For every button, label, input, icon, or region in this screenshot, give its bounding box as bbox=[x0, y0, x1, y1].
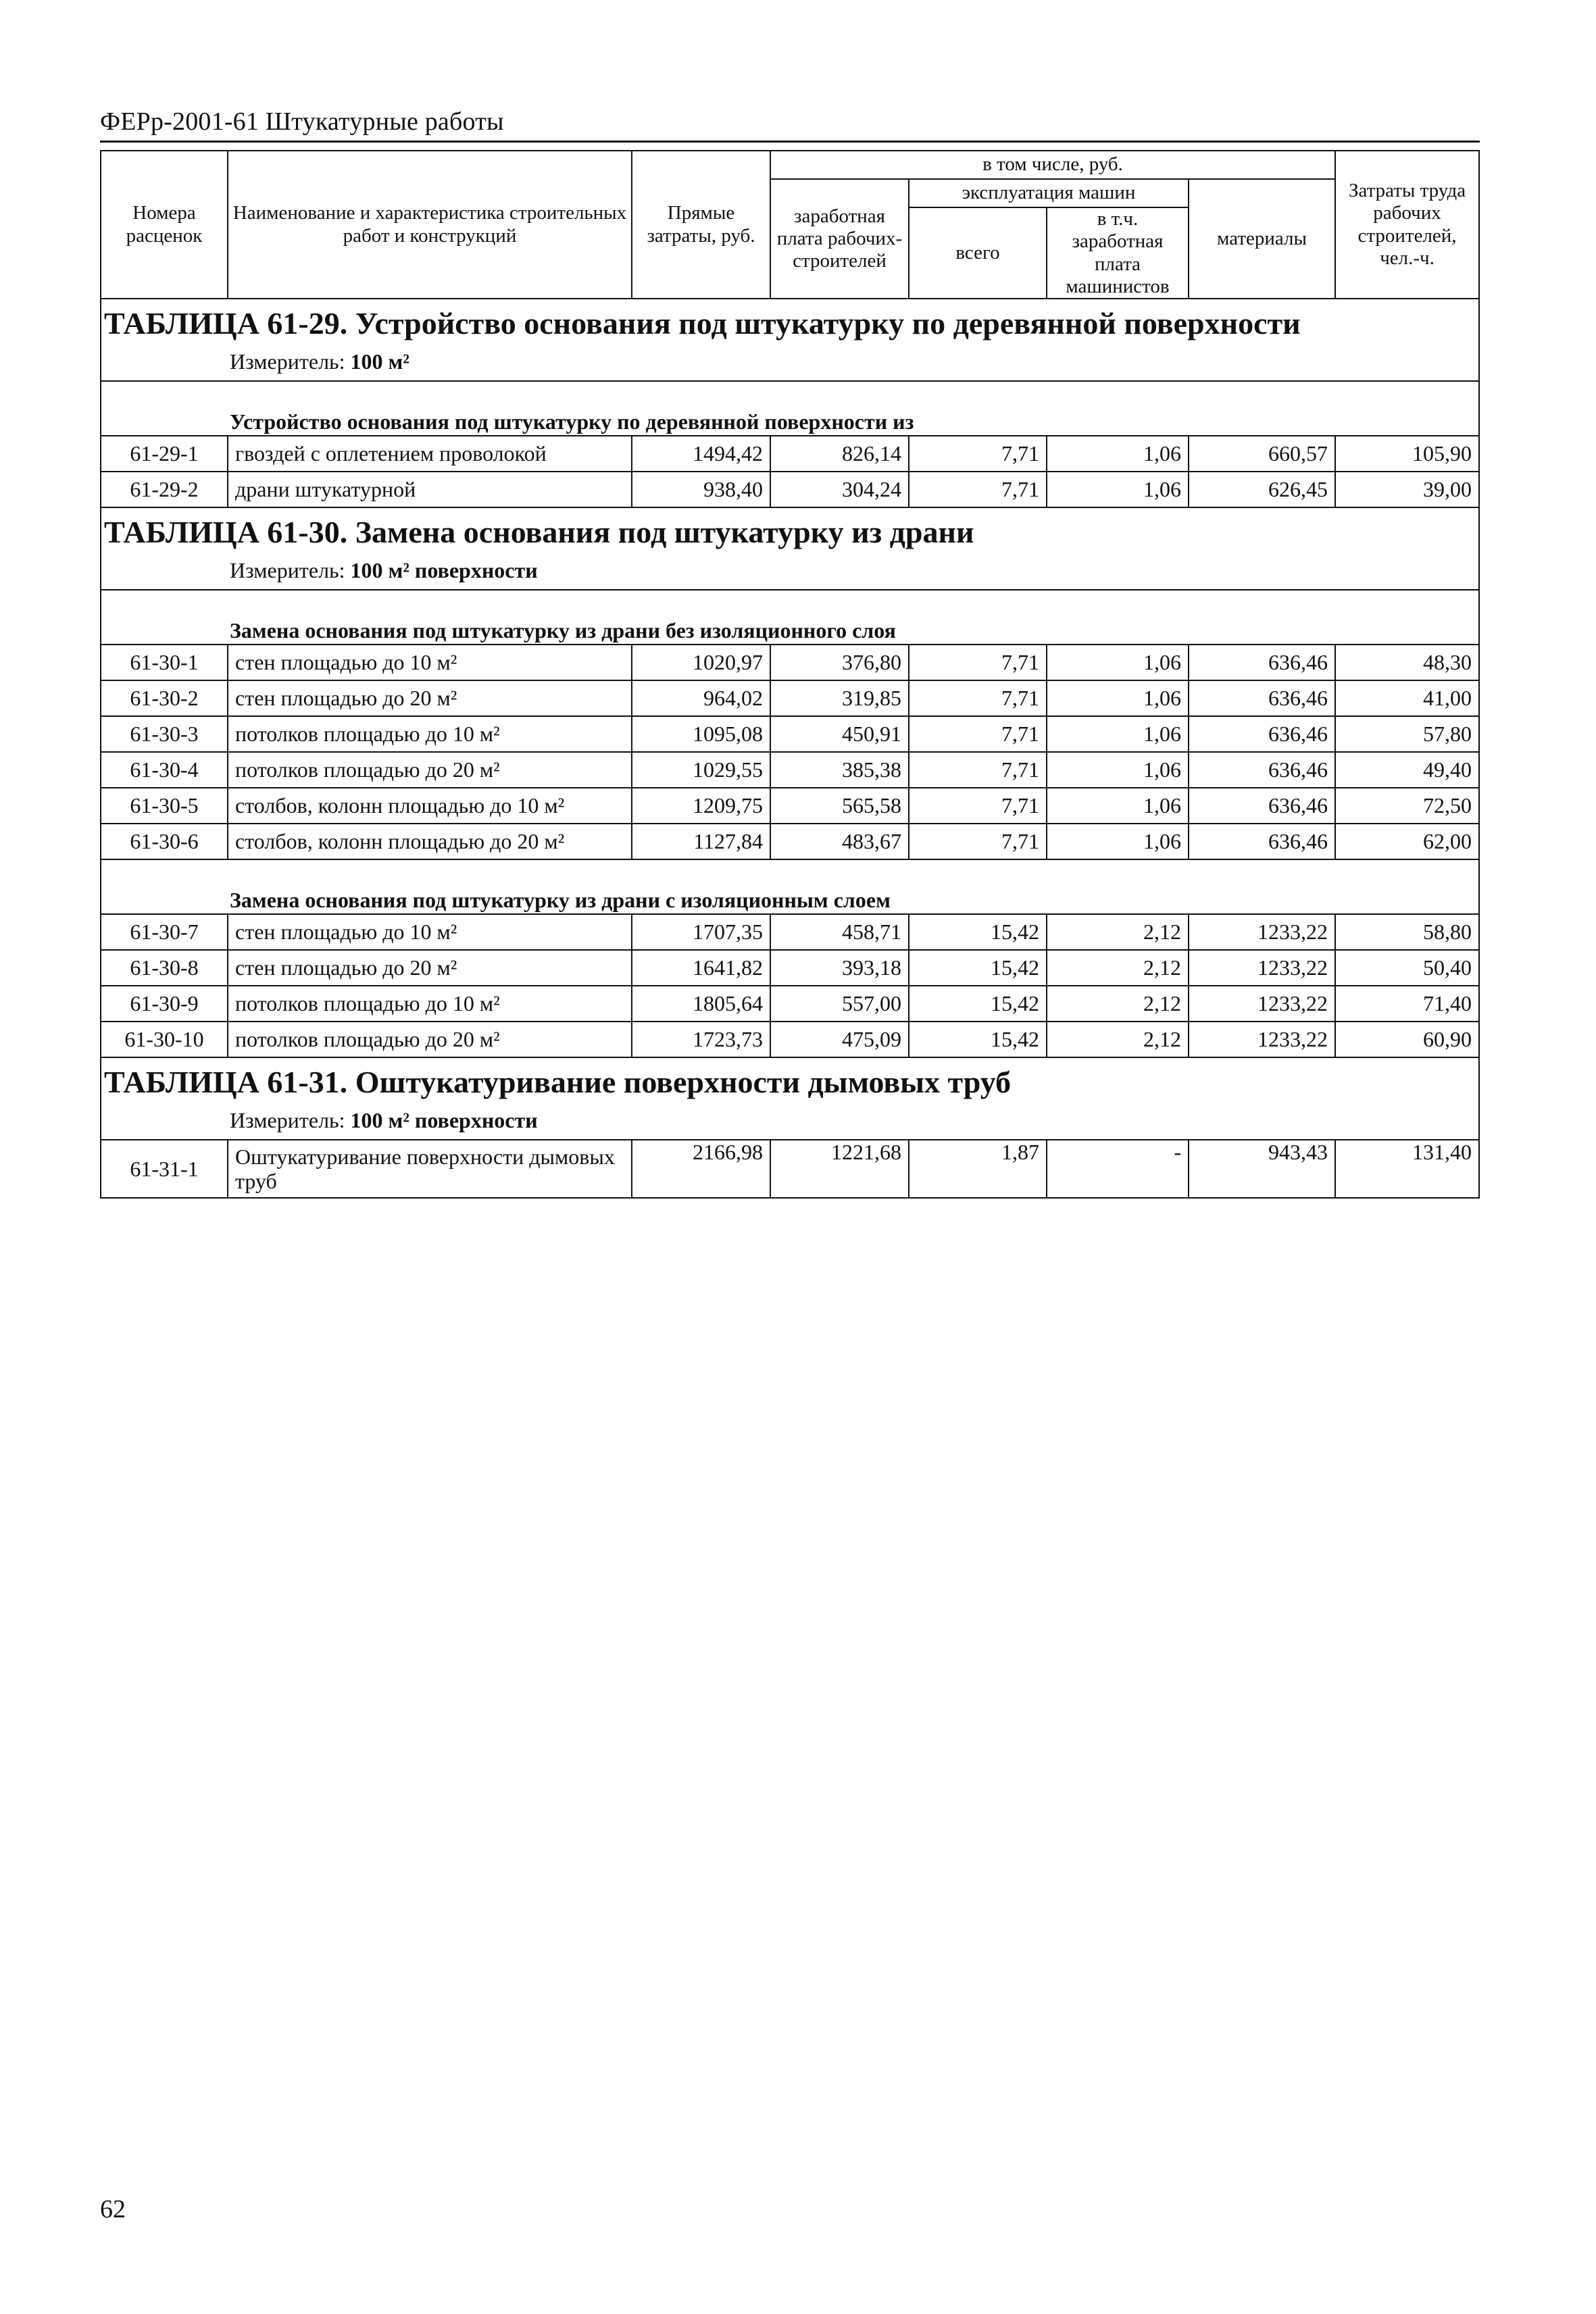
measure-value: 100 м² поверхности bbox=[350, 1108, 538, 1133]
cell-materials: 636,46 bbox=[1189, 824, 1335, 859]
cell-labor: 48,30 bbox=[1335, 645, 1479, 680]
table-row bbox=[101, 950, 1479, 986]
cell-materials: 626,45 bbox=[1189, 472, 1335, 507]
cell-direct: 938,40 bbox=[632, 472, 770, 507]
cell-mwage: 2,12 bbox=[1047, 914, 1189, 950]
cell-materials: 943,43 bbox=[1189, 1140, 1335, 1198]
table-row bbox=[101, 716, 1479, 752]
cell-direct: 1020,97 bbox=[632, 645, 770, 680]
table-row bbox=[101, 1140, 1479, 1198]
measure-label: Измеритель: bbox=[230, 1108, 351, 1133]
cell-direct: 1127,84 bbox=[632, 824, 770, 859]
cell-code: 61-30-2 bbox=[101, 680, 228, 716]
cell-labor: 41,00 bbox=[1335, 680, 1479, 716]
col-header-direct: Прямые затраты, руб. bbox=[632, 151, 770, 299]
cell-direct: 1641,82 bbox=[632, 950, 770, 986]
header-rule bbox=[100, 141, 1480, 143]
cell-mwage: 1,06 bbox=[1047, 645, 1189, 680]
cell-mwage: - bbox=[1047, 1140, 1189, 1198]
section-measure bbox=[101, 343, 1479, 381]
rates-table bbox=[100, 150, 1480, 1199]
cell-direct: 1029,55 bbox=[632, 752, 770, 788]
table-row bbox=[101, 752, 1479, 788]
cell-name: стен площадью до 10 м² bbox=[228, 914, 632, 950]
table-section-title bbox=[101, 299, 1479, 343]
cell-name: стен площадью до 20 м² bbox=[228, 950, 632, 986]
cell-wage: 826,14 bbox=[770, 436, 909, 472]
cell-labor: 39,00 bbox=[1335, 472, 1479, 507]
cell-labor: 60,90 bbox=[1335, 1022, 1479, 1057]
group-spacer bbox=[101, 381, 1479, 409]
cell-name: Оштукатуривание поверхности дымовых труб bbox=[228, 1140, 632, 1198]
cell-name: гвоздей с оплетением проволокой bbox=[228, 436, 632, 472]
cell-direct: 1494,42 bbox=[632, 436, 770, 472]
cell-labor: 58,80 bbox=[1335, 914, 1479, 950]
cell-materials: 1233,22 bbox=[1189, 950, 1335, 986]
group-subtitle: Замена основания под штукатурку из драни без изоляционного слоя bbox=[101, 618, 1479, 645]
col-header-code: Номера расценок bbox=[101, 151, 228, 299]
cell-code: 61-30-6 bbox=[101, 824, 228, 859]
cell-code: 61-30-3 bbox=[101, 716, 228, 752]
cell-code: 61-29-2 bbox=[101, 472, 228, 507]
cell-machines: 7,71 bbox=[909, 752, 1047, 788]
cell-code: 61-30-10 bbox=[101, 1022, 228, 1057]
cell-machines: 7,71 bbox=[909, 788, 1047, 824]
cell-mwage: 2,12 bbox=[1047, 986, 1189, 1022]
cell-name: драни штукатурной bbox=[228, 472, 632, 507]
cell-direct: 964,02 bbox=[632, 680, 770, 716]
cell-wage: 483,67 bbox=[770, 824, 909, 859]
cell-wage: 450,91 bbox=[770, 716, 909, 752]
cell-machines: 15,42 bbox=[909, 1022, 1047, 1057]
cell-direct: 1723,73 bbox=[632, 1022, 770, 1057]
table-section-title bbox=[101, 1057, 1479, 1102]
cell-labor: 50,40 bbox=[1335, 950, 1479, 986]
cell-wage: 385,38 bbox=[770, 752, 909, 788]
cell-materials: 636,46 bbox=[1189, 645, 1335, 680]
table-row bbox=[101, 1022, 1479, 1057]
cell-name: потолков площадью до 20 м² bbox=[228, 1022, 632, 1057]
cell-wage: 565,58 bbox=[770, 788, 909, 824]
col-header-incl: в том числе, руб. bbox=[770, 151, 1335, 179]
cell-materials: 636,46 bbox=[1189, 680, 1335, 716]
cell-code: 61-30-9 bbox=[101, 986, 228, 1022]
measure-label: Измеритель: bbox=[230, 558, 351, 583]
cell-wage: 319,85 bbox=[770, 680, 909, 716]
cell-code: 61-30-8 bbox=[101, 950, 228, 986]
cell-wage: 304,24 bbox=[770, 472, 909, 507]
cell-machines: 15,42 bbox=[909, 914, 1047, 950]
cell-code: 61-30-4 bbox=[101, 752, 228, 788]
group-subtitle: Замена основания под штукатурку из драни с изоляционным слоем bbox=[101, 887, 1479, 914]
table-row bbox=[101, 914, 1479, 950]
table-row bbox=[101, 436, 1479, 472]
cell-name: столбов, колонн площадью до 10 м² bbox=[228, 788, 632, 824]
cell-name: потолков площадью до 20 м² bbox=[228, 752, 632, 788]
group-subtitle: Устройство основания под штукатурку по деревянной поверхности из bbox=[101, 409, 1479, 436]
section-title: ТАБЛИЦА 61-30. Замена основания под штукатурку из драни bbox=[101, 507, 1479, 552]
cell-machines: 15,42 bbox=[909, 986, 1047, 1022]
cell-machines: 7,71 bbox=[909, 680, 1047, 716]
page-number: 62 bbox=[100, 2195, 126, 2223]
cell-machines: 7,71 bbox=[909, 716, 1047, 752]
cell-wage: 393,18 bbox=[770, 950, 909, 986]
cell-direct: 1209,75 bbox=[632, 788, 770, 824]
cell-code: 61-29-1 bbox=[101, 436, 228, 472]
cell-direct: 1095,08 bbox=[632, 716, 770, 752]
cell-labor: 62,00 bbox=[1335, 824, 1479, 859]
col-header-materials: материалы bbox=[1189, 179, 1335, 299]
group-spacer bbox=[101, 859, 1479, 887]
cell-materials: 636,46 bbox=[1189, 788, 1335, 824]
cell-name: стен площадью до 20 м² bbox=[228, 680, 632, 716]
cell-wage: 458,71 bbox=[770, 914, 909, 950]
cell-mwage: 1,06 bbox=[1047, 716, 1189, 752]
cell-materials: 1233,22 bbox=[1189, 986, 1335, 1022]
table-row bbox=[101, 472, 1479, 507]
cell-labor: 72,50 bbox=[1335, 788, 1479, 824]
section-measure bbox=[101, 1102, 1479, 1140]
cell-mwage: 2,12 bbox=[1047, 1022, 1189, 1057]
cell-direct: 2166,98 bbox=[632, 1140, 770, 1198]
table-row bbox=[101, 788, 1479, 824]
table-row bbox=[101, 986, 1479, 1022]
group-spacer bbox=[101, 590, 1479, 618]
cell-wage: 1221,68 bbox=[770, 1140, 909, 1198]
cell-mwage: 1,06 bbox=[1047, 752, 1189, 788]
cell-mwage: 2,12 bbox=[1047, 950, 1189, 986]
cell-wage: 557,00 bbox=[770, 986, 909, 1022]
col-header-machinists-wage: в т.ч. заработная плата машинистов bbox=[1047, 207, 1189, 299]
cell-labor: 49,40 bbox=[1335, 752, 1479, 788]
cell-code: 61-30-1 bbox=[101, 645, 228, 680]
cell-machines: 7,71 bbox=[909, 824, 1047, 859]
cell-wage: 475,09 bbox=[770, 1022, 909, 1057]
cell-machines: 1,87 bbox=[909, 1140, 1047, 1198]
measure-value: 100 м² поверхности bbox=[350, 558, 538, 583]
measure-label: Измеритель: bbox=[230, 349, 351, 374]
cell-code: 61-30-5 bbox=[101, 788, 228, 824]
col-header-name: Наименование и характеристика строительных работ и конструкций bbox=[228, 151, 632, 299]
cell-direct: 1805,64 bbox=[632, 986, 770, 1022]
cell-name: потолков площадью до 10 м² bbox=[228, 716, 632, 752]
table-row bbox=[101, 680, 1479, 716]
cell-mwage: 1,06 bbox=[1047, 788, 1189, 824]
col-header-labor: Затраты труда рабочих строителей, чел.-ч. bbox=[1335, 151, 1479, 299]
cell-materials: 636,46 bbox=[1189, 716, 1335, 752]
cell-machines: 7,71 bbox=[909, 645, 1047, 680]
cell-wage: 376,80 bbox=[770, 645, 909, 680]
cell-name: столбов, колонн площадью до 20 м² bbox=[228, 824, 632, 859]
table-row bbox=[101, 824, 1479, 859]
cell-machines: 7,71 bbox=[909, 472, 1047, 507]
cell-mwage: 1,06 bbox=[1047, 436, 1189, 472]
cell-materials: 1233,22 bbox=[1189, 1022, 1335, 1057]
cell-mwage: 1,06 bbox=[1047, 824, 1189, 859]
cell-code: 61-30-7 bbox=[101, 914, 228, 950]
cell-mwage: 1,06 bbox=[1047, 680, 1189, 716]
cell-mwage: 1,06 bbox=[1047, 472, 1189, 507]
cell-labor: 131,40 bbox=[1335, 1140, 1479, 1198]
cell-code: 61-31-1 bbox=[101, 1140, 228, 1198]
cell-materials: 636,46 bbox=[1189, 752, 1335, 788]
table-row bbox=[101, 645, 1479, 680]
section-measure bbox=[101, 552, 1479, 590]
col-header-wage: заработная плата рабочих-строителей bbox=[770, 179, 909, 299]
cell-labor: 57,80 bbox=[1335, 716, 1479, 752]
cell-machines: 7,71 bbox=[909, 436, 1047, 472]
col-header-machines: эксплуатация машин bbox=[909, 179, 1189, 207]
table-section-title bbox=[101, 507, 1479, 552]
cell-name: стен площадью до 10 м² bbox=[228, 645, 632, 680]
running-head: ФЕРр-2001-61 Штукатурные работы bbox=[100, 107, 504, 136]
cell-labor: 105,90 bbox=[1335, 436, 1479, 472]
section-title: ТАБЛИЦА 61-31. Оштукатуривание поверхности дымовых труб bbox=[101, 1057, 1479, 1102]
section-title: ТАБЛИЦА 61-29. Устройство основания под штукатурку по деревянной поверхности bbox=[101, 299, 1479, 343]
cell-materials: 1233,22 bbox=[1189, 914, 1335, 950]
cell-labor: 71,40 bbox=[1335, 986, 1479, 1022]
cell-name: потолков площадью до 10 м² bbox=[228, 986, 632, 1022]
cell-machines: 15,42 bbox=[909, 950, 1047, 986]
cell-direct: 1707,35 bbox=[632, 914, 770, 950]
measure-value: 100 м² bbox=[350, 349, 409, 374]
col-header-machines-total: всего bbox=[909, 207, 1047, 299]
cell-materials: 660,57 bbox=[1189, 436, 1335, 472]
